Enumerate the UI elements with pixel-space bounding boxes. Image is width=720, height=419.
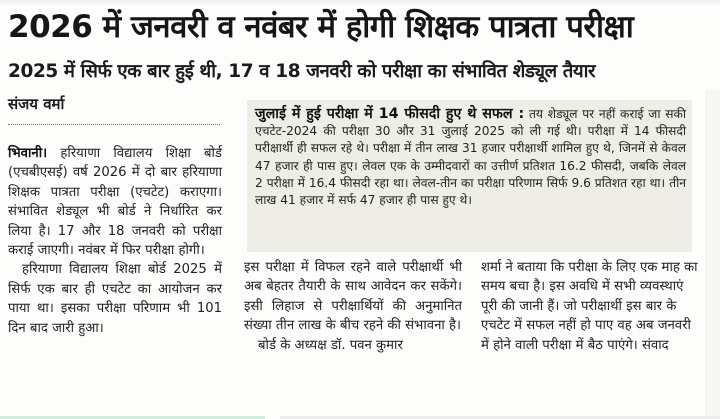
- right-para-1-text: शर्मा ने बताया कि परीक्षा के लिए एक माह का समय बचा है। इस अवधि में सभी व्यवस्थाएं पूरी की जानी हैं। जो परीक्षार्थी इस बार के एचटेट में सफल नहीं हो पाए वह अब जनवरी में होने वाली परीक्षा में बैठ पाएंगे।: [481, 260, 698, 353]
- boxout-body: तय शेड्यूल पर नहीं कराई जा सकी एचटेट-2024 की परीक्षा 30 और 31 जुलाई 2025 को ली गई थी। परीक्षा में 14 फीसदी परीक्षार्थी ही सफल रहे थे। परीक्षा में तीन लाख 31 हजार परीक्षार्थी शामिल हुए थे, जिनमें से केवल 47 हजार ही पास हुए। लेवल एक के उम्मीदवारों का उत्तीर्ण प्रतिशत 16.2 फीसदी, जबकि लेवल 2 परीक्षा में 16.4 फीसदी रहा था। लेवल-तीन का परीक्षा परिणाम सिर्फ 9.6 प्रतिशत रहा था। तीन लाख 41 हजार में सर्फ 47 हजार ही पास हुए थे।: [255, 107, 686, 208]
- left-para-1-text: हरियाणा विद्यालय शिक्षा बोर्ड (एचबीएसई) वर्ष 2026 में दो बार हरियाणा शिक्षक पात्रता परीक्षा (एचटेट) कराएगा। संभावित शेड्यूल भी बोर्ड ने निर्धारित कर लिया है। 17 और 18 जनवरी को परीक्षा कराई जाएगी। नवंबर में फिर परीक्षा होगी।: [8, 146, 222, 259]
- middle-column: [244, 258, 462, 355]
- dateline: भिवानी।: [8, 146, 48, 161]
- boxout-title: जुलाई में हुई परीक्षा में 14 फीसदी हुए थे सफल :: [255, 106, 525, 122]
- middle-para-1: इस परीक्षा में विफल रहने वाले परीक्षार्थी भी अब बेहतर तैयारी के साथ आवेदन कर सकेंगे। इसी लिहाज से परीक्षार्थियों की अनुमानित संख्या तीन लाख के बीच रहने की संभावना है।: [244, 260, 462, 334]
- byline-divider: [8, 124, 220, 125]
- headline: 2026 में जनवरी व नवंबर में होगी शिक्षक पात्रता परीक्षा: [8, 9, 634, 45]
- left-para-2: हरियाणा विद्यालय शिक्षा बोर्ड 2025 में सिर्फ एक बार ही एचटेट का आयोजन कर पाया था। इसका परीक्षा परिणाम भी 101 दिन बाद जारी हुआ।: [8, 262, 222, 336]
- left-para-1: [8, 144, 222, 260]
- credit: संवाद: [641, 337, 669, 353]
- subheadline: 2025 में सिर्फ एक बार हुई थी, 17 व 18 जनवरी को परीक्षा का संभावित शेड्यूल तैयार: [8, 61, 596, 82]
- left-column: [8, 144, 222, 338]
- middle-para-2: बोर्ड के अध्यक्ष डॉ. पवन कुमार: [258, 337, 403, 353]
- boxout-panel: [247, 100, 692, 252]
- right-para-1: [481, 258, 701, 355]
- adjacent-column-edge: [706, 90, 720, 419]
- byline: संजय वर्मा: [8, 95, 65, 113]
- right-column: [481, 258, 701, 355]
